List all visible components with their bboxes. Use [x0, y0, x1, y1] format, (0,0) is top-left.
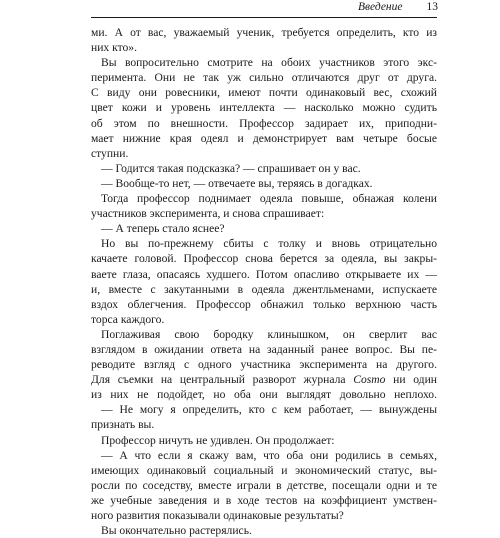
text-line	[91, 312, 437, 327]
italic-word: Cosmo	[353, 373, 386, 387]
text-line-content: Поглаживая свою бородку клинышком, он сверлит вас	[101, 327, 437, 341]
text-line-content: мает нижние края одеял и демонстрирует вам четыре босые	[91, 131, 437, 145]
text-line-content: Тогда профессор поднимает одеяла повыше, обнажая колени	[101, 192, 437, 206]
text-line-content: — Годится такая подсказка? — спрашивает он у вас.	[101, 161, 361, 175]
text-line-content: качаете головой. Профессор снова берется за одеяла, вы закры-	[91, 252, 437, 266]
text-line-content: признать вы.	[91, 418, 155, 432]
text-line-content: — А что если я скажу вам, что оба они родились в семьях,	[101, 448, 437, 462]
text-line-content: ступни.	[91, 146, 129, 160]
text-line	[91, 206, 437, 221]
text-line	[91, 417, 437, 432]
text-line-content: имеющих одинаковый социальный и экономический статус, вы-	[91, 463, 437, 477]
text-line	[91, 70, 437, 85]
running-head	[358, 0, 438, 14]
text-line	[91, 85, 437, 100]
chapter-title: Введение	[358, 1, 403, 13]
text-line-content: перимента. Они не так уж сильно отличаются друг от друга.	[91, 71, 437, 85]
text-line	[91, 478, 437, 493]
text-line	[91, 161, 437, 176]
text-line	[91, 327, 437, 342]
text-line-content: Для съемки на центральный разворот журнала	[91, 373, 354, 387]
text-line-content: них кто».	[91, 41, 137, 55]
body-text	[91, 25, 437, 538]
text-line-content: и, вместе с закутанными в одеяла джентльменами, испускаете	[91, 282, 437, 296]
text-line-content: реводите взгляд с одного участника эксперимента на другого.	[91, 358, 437, 372]
text-line	[91, 372, 437, 387]
text-line-content: — А теперь стало яснее?	[101, 222, 225, 236]
text-line	[91, 387, 437, 402]
page-number: 13	[426, 1, 438, 13]
text-line	[91, 508, 437, 523]
text-line	[91, 236, 437, 251]
text-line-content: — Не могу я определить, кто с кем работает, — вынуждены	[101, 403, 437, 417]
text-line	[91, 342, 437, 357]
text-line	[91, 40, 437, 55]
text-line-content: вздох облегчения. Профессор обнажил только верхнюю часть	[91, 297, 437, 311]
text-line-content: об этом по внешности. Профессор задирает их, приподни-	[91, 116, 437, 130]
text-line	[91, 251, 437, 266]
text-line	[91, 146, 437, 161]
text-line	[91, 493, 437, 508]
text-line	[91, 463, 437, 478]
text-line	[91, 448, 437, 463]
text-line	[91, 267, 437, 282]
text-line	[91, 282, 437, 297]
text-line	[91, 176, 437, 191]
text-line-content: росли по соседству, вместе играли в детстве, посещали одни и те	[91, 478, 437, 492]
text-line	[91, 116, 437, 131]
text-line-content: взглядом в ожидании ответа на заданный ранее вопрос. Вы пе-	[91, 342, 437, 356]
text-line-content: цвет кожи и уровень интеллекта — насколько можно судить	[91, 101, 437, 115]
text-line-content: торса каждого.	[91, 312, 165, 326]
text-line-content: участников эксперимента, и снова спрашивает:	[91, 207, 325, 221]
text-line	[91, 191, 437, 206]
text-line-content: ного развития показывали одинаковые результаты?	[91, 509, 344, 522]
text-line-content: же учебные заведения и в ходе тестов на коэффициент умствен-	[91, 493, 437, 507]
text-line	[91, 221, 437, 236]
text-line	[91, 131, 437, 146]
text-line-content: Но вы по-прежнему сбиты с толку и вновь отрицательно	[101, 237, 437, 251]
text-line-content: Вы окончательно растерялись.	[101, 524, 252, 538]
text-line	[91, 297, 437, 312]
text-line-content: — Вообще-то нет, — отвечаете вы, теряясь в догадках.	[101, 176, 373, 190]
text-line	[91, 523, 437, 538]
text-line-content: ваете глаза, опасаясь худшего. Потом опасливо открываете их —	[91, 267, 437, 281]
text-line	[91, 433, 437, 448]
text-line-content: Профессор ничуть не удивлен. Он продолжает:	[101, 433, 335, 447]
text-line-content: С виду они ровесники, имеют почти одинаковый вес, схожий	[91, 86, 437, 100]
text-line	[91, 357, 437, 372]
text-line-content: ми. А от вас, уважаемый ученик, требуется определить, кто из	[91, 26, 437, 39]
text-line	[91, 100, 437, 115]
text-line	[91, 25, 437, 40]
text-line-content: из них не подойдет, но оба они выглядят довольно неплохо.	[91, 388, 437, 402]
text-line	[91, 402, 437, 417]
text-line-continuation: ни один	[385, 373, 437, 387]
text-line-content: Вы вопросительно смотрите на обоих участников этого экс-	[101, 56, 437, 70]
text-line	[91, 55, 437, 70]
header-rule	[91, 17, 437, 18]
